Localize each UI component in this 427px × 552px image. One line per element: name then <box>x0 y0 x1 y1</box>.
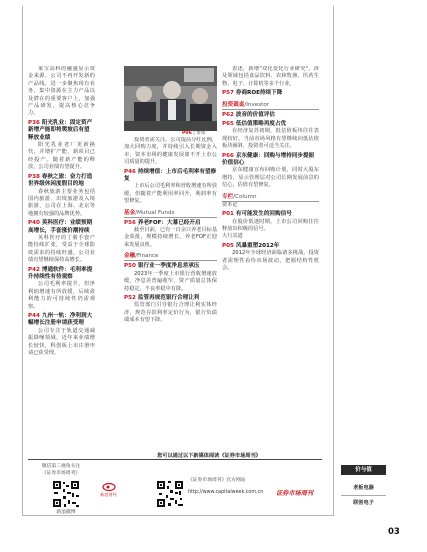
contents-item[interactable] <box>28 267 95 311</box>
official-site-label: 《证券市场周刊》官方网站 <box>188 478 246 483</box>
right-link-item[interactable]: 联创电子 <box>353 500 374 506</box>
contents-item[interactable] <box>222 243 319 273</box>
contents-column-2 <box>124 137 217 325</box>
section-header-column: 专栏 /Column <box>222 193 319 202</box>
column-lead-text: 表述，新增"双化变化行业研究"，涉及领域包括食品饮料、农林牧渔、医药生物、电子、计算机等多个行业。 <box>222 66 319 87</box>
page-number: P56 <box>124 219 136 226</box>
contents-item[interactable] <box>124 220 217 250</box>
sina-finance-logo: 新浪财经 <box>95 481 122 499</box>
article-summary: 上市后公司毛利率和营收增速有所放缓，但随着产能利用率回升，利润率有望修复。 <box>124 183 217 205</box>
magazine-logo: 证券市场周刊 <box>276 490 314 497</box>
column-lead-text: 投资者需关注。公司提高分红比例，加大回购力度，并持续引入长期资金入市，资本市场的健康发展离不开上市公司质量的提升。 <box>124 137 217 166</box>
contents-column-3 <box>222 66 319 272</box>
article-title: 阳光乳业：固定资产新增产能即将爬坡后有望释放业绩 <box>28 119 93 141</box>
article-title: 持续增值：上市后毛利率有望修复 <box>124 168 217 183</box>
section-header-funds: 基金 /Mutual Funds <box>124 209 217 218</box>
page-number: P52 <box>124 294 136 301</box>
article-title: 博通软件：毛利率提升持续性有待观察 <box>28 266 93 280</box>
article-summary: 2012年全球经济面临诸多挑战，投资者需理性看待市场波动，把握结构性机会。 <box>222 250 319 271</box>
article-summary: 春秋旅游主要业务包括国内旅游、出境旅游及入境旅游，公司在上海、北京等地拥有较强的品牌优势。 <box>28 188 95 217</box>
contents-item[interactable] <box>124 263 217 293</box>
new-media-banner: 您可以通过以下新媒体阅读《证券市场周刊》 <box>157 453 261 459</box>
article-summary: 阳光乳业老厂更新换代，并增扩产能，新项目已经投产。随着新产能的释放，公司业绩有望提升。 <box>28 142 95 171</box>
column-intro-text: 莱宝高科的融盛显示资金来源。公司不再开发新的产品线，进一步聚焦现有业务，集中资源在主力产品以及潜在的重要客户上，加强产品研发，提高核心竞争力。 <box>28 66 95 117</box>
sina-logo-icon <box>102 481 116 491</box>
page-number: P66 <box>222 152 234 159</box>
photo-caption: P06 | 要闻 <box>182 131 206 136</box>
article-summary: 英科医疗的丁腈手套产能持续扩张，受益于全球防疫需求的持续旺盛，公司业绩有望继续保持高增长。 <box>28 234 95 264</box>
article-summary: 公司专注于轨道交通减振降噪领域，近年来业绩增长较快，科创板上市注册申请已获受理。 <box>28 327 95 357</box>
page-number: P57 <box>222 90 234 97</box>
contents-item[interactable] <box>28 174 95 218</box>
page-number: P46 <box>124 168 136 175</box>
page-number: P62 <box>222 111 234 118</box>
column-author: 资本论 <box>222 201 238 208</box>
qr1-label: 微信第二视角关注 <box>41 464 81 469</box>
divider <box>341 495 386 496</box>
section-header-investor: 投资圆桌 /Investor <box>222 101 319 110</box>
article-title: 养老FOF：大幕已经开启 <box>137 219 201 226</box>
divider <box>28 459 322 460</box>
page-number: P40 <box>28 220 40 227</box>
page-number: P44 <box>28 313 40 319</box>
value-section-header: 价与值 <box>341 465 386 475</box>
page-number: P65 <box>222 121 234 128</box>
contents-item[interactable] <box>28 313 95 357</box>
contents-item[interactable] <box>222 112 319 119</box>
article-title: 波音的价值评估 <box>235 111 276 118</box>
article-summary: 京东健康宣布回购计划，同时大股东增持，显示管理层对公司长期发展前景的信心，估值有望修复。 <box>222 167 319 189</box>
article-title: 监管再规范银行合理让利 <box>137 294 200 301</box>
article-title: 券商ROE持续下降 <box>235 90 283 97</box>
page-number: P50 <box>124 263 136 270</box>
contents-item[interactable] <box>222 90 319 97</box>
official-site-url[interactable]: http://www.capitalweek.com.cn <box>188 490 264 495</box>
article-summary: 在股价低迷时期，上市公司回购往往释放出积极的信号。 <box>222 218 319 232</box>
article-title: 九州一轨：净利润大幅增长注册申请获受理 <box>28 313 93 327</box>
section-header-finance: 金融 /Finance <box>124 252 217 261</box>
article-summary: 在经济复苏初期，低估值板块往往表现较好，当前市场风格有望继续向低估值板块倾斜，投资者可适当关注。 <box>222 128 319 150</box>
article-summary: 监管部门引导银行合理让利实体经济，规范存款利率定价行为，银行负债端成本有望下降。 <box>124 302 217 324</box>
contents-item[interactable] <box>124 169 217 206</box>
page-number: P38 <box>28 173 40 180</box>
article-title: 京东健康：回购与增持同步提振价值信心 <box>222 152 315 167</box>
article-title: 低估值策略再度占优 <box>235 121 287 128</box>
article-title: 春秋之旅：奋力打造世界级休闲度假目的地 <box>28 173 93 188</box>
qr-code-icon <box>52 480 80 508</box>
column-author: 大行其道 <box>222 233 243 240</box>
article-title: 有可能发生的回购信号 <box>235 211 292 218</box>
page-number: P36 <box>28 119 40 126</box>
page-folio: 03 <box>388 527 400 537</box>
page-number: P01 <box>222 211 234 218</box>
weibo-label: 新浪微博 <box>56 510 76 515</box>
website-qr-code[interactable] <box>156 480 184 508</box>
article-title: 英科医疗：业绩预期高增长，手套涨价潮持续 <box>28 220 93 234</box>
article-title: 风暴重塑2012年 <box>235 242 280 249</box>
trading-floor-image <box>124 66 217 131</box>
page-number: P42 <box>28 266 40 273</box>
contents-item[interactable] <box>222 211 319 233</box>
contents-item[interactable] <box>28 120 95 172</box>
article-summary: 2023年一季度上市银行营收增速放缓，净息差普遍收窄，资产质量总体保持稳定，不良率稳中有降。 <box>124 270 217 292</box>
article-title: 银行业一季度净息差承压 <box>137 263 200 270</box>
contents-item[interactable] <box>124 295 217 325</box>
contents-item[interactable] <box>222 121 319 151</box>
article-summary: 截至目前，已有一百余只养老目标基金获批，规模持续增长，养老FOF正迎来发展良机。 <box>124 227 217 248</box>
contents-item[interactable] <box>28 220 95 264</box>
page-number: P05 <box>222 242 234 249</box>
contents-item[interactable] <box>222 153 319 190</box>
qr-code-icon <box>156 480 184 508</box>
qr1-label-title: 《证券市场周刊》 <box>41 471 81 476</box>
wechat-qr-code[interactable] <box>52 480 80 508</box>
right-link-item[interactable]: 老板电器 <box>353 485 374 491</box>
trading-floor-photo[interactable] <box>124 66 217 131</box>
article-summary: 公司毛利率提升，但净利润增速有所放缓，后续盈利能力的可持续性仍需观察。 <box>28 281 95 310</box>
page-number: P06 <box>182 131 192 136</box>
contents-column-1 <box>28 66 95 357</box>
